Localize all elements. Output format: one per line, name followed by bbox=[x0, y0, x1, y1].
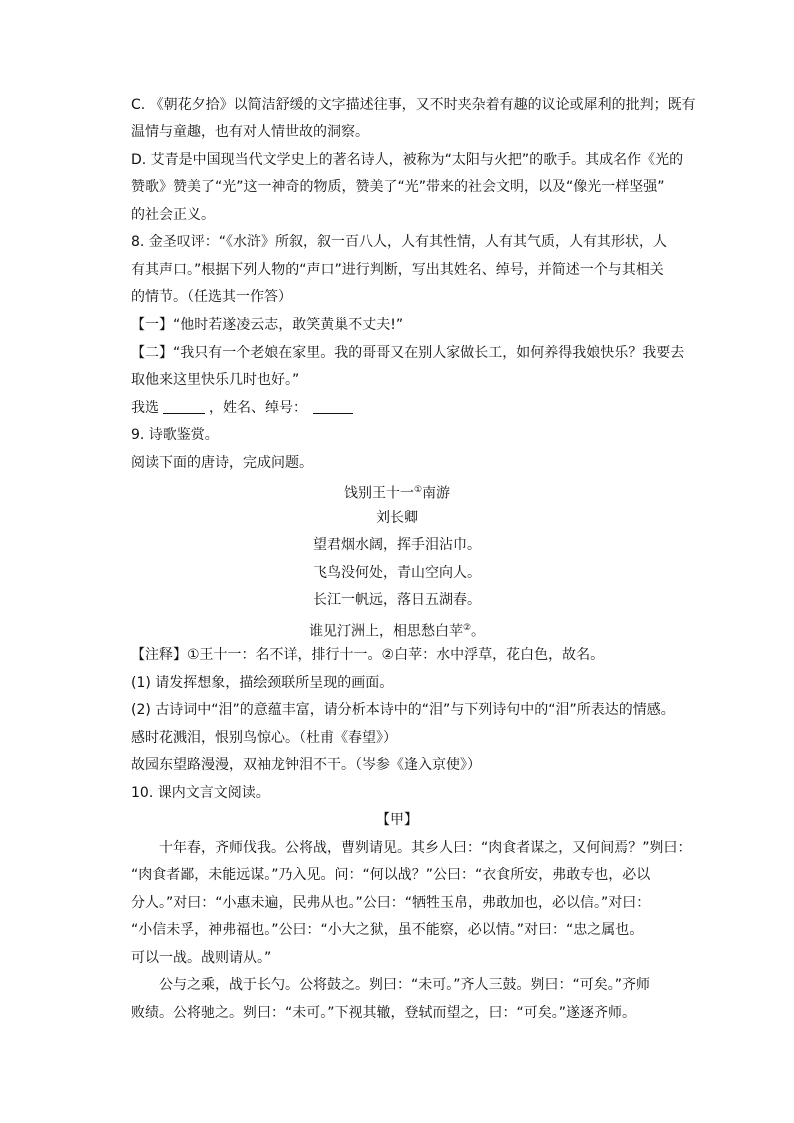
question-9-title: 9. 诗歌鉴赏。 bbox=[131, 427, 219, 443]
sub-question-1: (1) 请发挥想象，描绘颈联所呈现的画面。 bbox=[131, 675, 394, 691]
section-title-jia: 【甲】 bbox=[376, 812, 418, 828]
poem-title: 饯别王十一①南游 bbox=[343, 485, 451, 502]
quote-two-line-1: 【二】“我只有一个老娘在家里。我的哥哥又在别人家做长工，如何养得我娘快乐？我要去 bbox=[131, 345, 685, 361]
question-8-line-2: 有其声口。”根据下列人物的“声口”进行判断，写出其姓名、绰号，并简述一个与其相关 bbox=[131, 262, 664, 278]
poem-title-note: ① bbox=[413, 485, 423, 495]
poem-annotation: 【注释】①王十一：名不详，排行十一。②白苹：水中浮草，花白色，故名。 bbox=[131, 647, 605, 663]
answer-prefix: 我选 bbox=[131, 400, 159, 416]
passage-line-6: 公与之乘，战于长勺。公将鼓之。刿曰：“未可。”齐人三鼓。刿曰：“可矣。”齐师 bbox=[159, 977, 651, 993]
passage-line-5: 可以一战。战则请从。” bbox=[131, 950, 272, 966]
cited-poem-2: 故园东望路漫漫，双袖龙钟泪不干。（岑参《逢入京使》） bbox=[131, 757, 481, 773]
poem-verse-4: 谁见汀洲上，相思愁白苹②。 bbox=[308, 623, 486, 640]
answer-line bbox=[131, 398, 357, 418]
question-9-instruction: 阅读下面的唐诗，完成问题。 bbox=[131, 455, 313, 471]
passage-line-4: “小信未孚，神弗福也。”公曰：“小大之狱，虽不能察，必以情。”对曰：“忠之属也。 bbox=[131, 922, 644, 938]
option-d-line-2: 赞歌》赞美了“光”这一神奇的物质，赞美了“光”带来的社会文明，以及“像光一样坚强” bbox=[131, 179, 665, 195]
option-d-line-1: D. 艾青是中国现当代文学史上的著名诗人，被称为“太阳与火把”的歌手。其成名作《光的 bbox=[131, 152, 684, 168]
name-nickname-blank[interactable] bbox=[313, 399, 353, 414]
poem-verse-note: ② bbox=[462, 623, 472, 633]
choice-blank[interactable] bbox=[163, 399, 205, 414]
passage-line-7: 败绩。公将驰之。刿曰：“未可。”下视其辙，登轼而望之，曰：“可矣。”遂逐齐师。 bbox=[131, 1005, 637, 1021]
option-c-line-2: 温情与童趣，也有对人情世故的洞察。 bbox=[131, 124, 369, 140]
answer-middle: ，姓名、绰号： bbox=[209, 400, 307, 416]
question-8-line-1: 8. 金圣叹评：“《水浒》所叙，叙一百八人，人有其性情，人有其气质，人有其形状，人 bbox=[131, 234, 668, 250]
question-8-line-3: 的情节。（任选其一作答） bbox=[131, 289, 292, 305]
quote-two-line-2: 取他来这里快乐几时也好。” bbox=[131, 372, 300, 388]
poem-verse-3: 长江一帆远，落日五湖春。 bbox=[313, 592, 481, 608]
option-d-line-3: 的社会正义。 bbox=[131, 207, 215, 223]
passage-line-1: 十年春，齐师伐我。公将战，曹刿请见。其乡人曰：“肉食者谋之，又何间焉？”刿曰： bbox=[159, 840, 692, 856]
poem-author: 刘长卿 bbox=[376, 510, 418, 526]
sub-question-2: (2) 古诗词中“泪”的意蕴丰富，请分析本诗中的“泪”与下列诗句中的“泪”所表达的情感。 bbox=[131, 702, 675, 718]
cited-poem-1: 感时花溅泪，恨别鸟惊心。（杜甫《春望》） bbox=[131, 730, 397, 746]
quote-one: 【一】“他时若遂凌云志，敢笑黄巢不丈夫!” bbox=[131, 317, 404, 333]
option-c-line-1: C. 《朝花夕拾》以简洁舒缓的文字描述往事，又不时夹杂着有趣的议论或犀利的批判；既有 bbox=[131, 97, 696, 113]
passage-line-3: 分人。”对曰：“小惠未遍，民弗从也。”公曰：“牺牲玉帛，弗敢加也，必以信。”对曰： bbox=[131, 895, 651, 911]
question-10-title: 10. 课内文言文阅读。 bbox=[131, 785, 270, 801]
poem-verse-1: 望君烟水阔，挥手泪沾巾。 bbox=[313, 537, 481, 553]
passage-line-2: “肉食者鄙，未能远谋。”乃入见。问：“何以战？”公曰：“衣食所安，弗敢专也，必以 bbox=[131, 867, 651, 883]
poem-verse-2: 飞鸟没何处，青山空向人。 bbox=[313, 565, 481, 581]
